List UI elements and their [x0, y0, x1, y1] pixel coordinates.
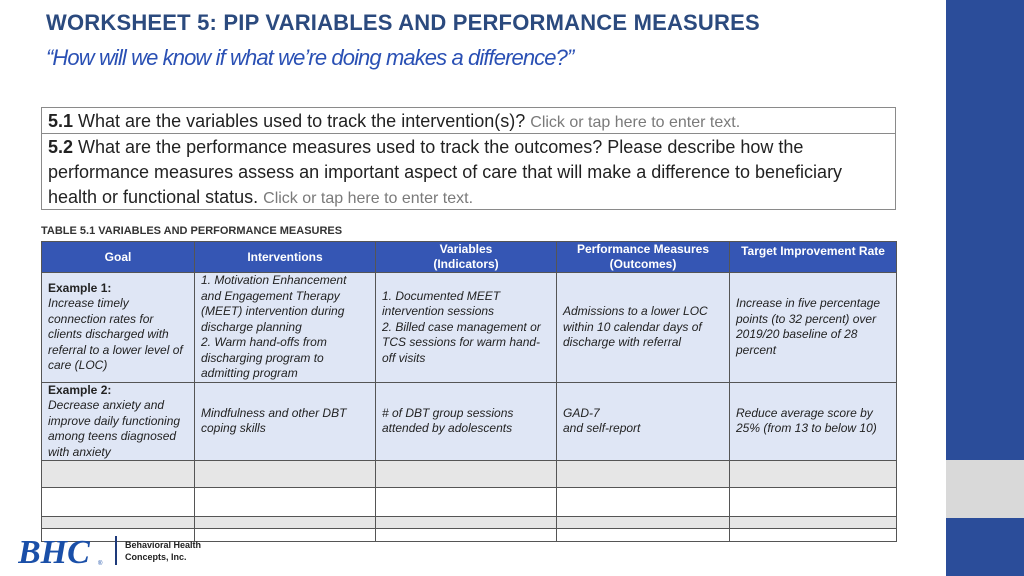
page-title: WORKSHEET 5: PIP VARIABLES AND PERFORMANCE MEASURES	[46, 10, 760, 35]
logo-divider	[115, 536, 117, 565]
empty-cell[interactable]	[376, 517, 557, 529]
empty-cell[interactable]	[730, 517, 897, 529]
bhc-logo	[18, 534, 110, 570]
empty-cell[interactable]	[42, 461, 195, 488]
empty-cell[interactable]	[195, 488, 376, 517]
table-caption: TABLE 5.1 VARIABLES AND PERFORMANCE MEASURES	[41, 225, 343, 237]
questions-box	[41, 107, 896, 210]
example-label: Example 1:	[48, 280, 112, 295]
empty-cell[interactable]	[376, 461, 557, 488]
empty-cell[interactable]	[557, 517, 730, 529]
empty-cell[interactable]	[557, 529, 730, 542]
text-entry-placeholder[interactable]: Click or tap here to enter text.	[263, 190, 474, 207]
registered-mark: ®	[98, 561, 103, 567]
header-target: Target Improvement Rate	[730, 242, 897, 273]
cell-interventions: Mindfulness and other DBT coping skills	[195, 382, 376, 461]
empty-cell[interactable]	[42, 488, 195, 517]
cell-measures: GAD-7 and self-report	[557, 382, 730, 461]
empty-cell[interactable]	[730, 461, 897, 488]
sidebar-accent	[946, 0, 1024, 576]
company-name	[125, 539, 201, 563]
question-5-1	[42, 108, 895, 134]
table-row-empty	[42, 461, 897, 488]
empty-cell[interactable]	[42, 517, 195, 529]
header-interventions: Interventions	[195, 242, 376, 273]
header-variables-line1: Variables	[439, 242, 493, 256]
header-measures-line1: Performance Measures	[576, 242, 710, 256]
cell-target: Reduce average score by 25% (from 13 to below 10)	[730, 382, 897, 461]
cell-target: Increase in five percentage points (to 32 percent) over 2019/20 baseline of 28 percent	[730, 273, 897, 383]
company-name-line2: Concepts, Inc.	[125, 552, 187, 562]
table-row-example-2	[42, 382, 897, 461]
header-variables	[376, 242, 557, 273]
bhc-logo-mark: BHC	[18, 534, 90, 570]
question-number: 5.2	[48, 137, 74, 157]
table-row-empty	[42, 488, 897, 517]
table-row-example-1	[42, 273, 897, 383]
empty-cell[interactable]	[195, 461, 376, 488]
empty-cell[interactable]	[730, 488, 897, 517]
empty-cell[interactable]	[557, 461, 730, 488]
goal-text: Decrease anxiety and improve daily functioning among teens diagnosed with anxiety	[48, 398, 181, 459]
empty-cell[interactable]	[730, 529, 897, 542]
cell-goal	[42, 273, 195, 383]
header-measures-line2: (Outcomes)	[609, 257, 677, 271]
cell-goal	[42, 382, 195, 461]
empty-cell[interactable]	[557, 488, 730, 517]
table-header-row	[42, 242, 897, 273]
sidebar-gray-block	[946, 460, 1024, 518]
empty-cell[interactable]	[376, 529, 557, 542]
header-variables-line2: (Indicators)	[433, 257, 499, 271]
header-goal: Goal	[42, 242, 195, 273]
goal-text: Increase timely connection rates for clients discharged with referral to a lower level of care (LOC)	[48, 296, 183, 373]
page-subtitle: “How will we know if what we’re doing makes a difference?”	[46, 45, 574, 70]
variables-measures-table	[41, 241, 897, 542]
empty-cell[interactable]	[376, 488, 557, 517]
cell-variables: 1. Documented MEET intervention sessions 2. Billed case management or TCS sessions for warm hand-off visits	[376, 273, 557, 383]
cell-variables: # of DBT group sessions attended by adolescents	[376, 382, 557, 461]
example-label: Example 2:	[48, 382, 112, 397]
company-name-line1: Behavioral Health	[125, 540, 202, 550]
text-entry-placeholder[interactable]: Click or tap here to enter text.	[530, 114, 741, 131]
question-number: 5.1	[48, 111, 74, 131]
question-text: What are the performance measures used to track the outcomes? Please describe how the performance measures assess an important aspect of care that will make a difference to beneficiary health or functional status.	[48, 137, 843, 207]
question-5-2	[42, 134, 895, 211]
empty-cell[interactable]	[195, 517, 376, 529]
cell-measures: Admissions to a lower LOC within 10 calendar days of discharge with referral	[557, 273, 730, 383]
question-text: What are the variables used to track the intervention(s)?	[73, 111, 531, 131]
empty-cell[interactable]	[195, 529, 376, 542]
header-measures	[557, 242, 730, 273]
cell-interventions: 1. Motivation Enhancement and Engagement Therapy (MEET) intervention during discharge planning 2. Warm hand-offs from discharging program to admitting program	[195, 273, 376, 383]
table-row-empty	[42, 517, 897, 529]
